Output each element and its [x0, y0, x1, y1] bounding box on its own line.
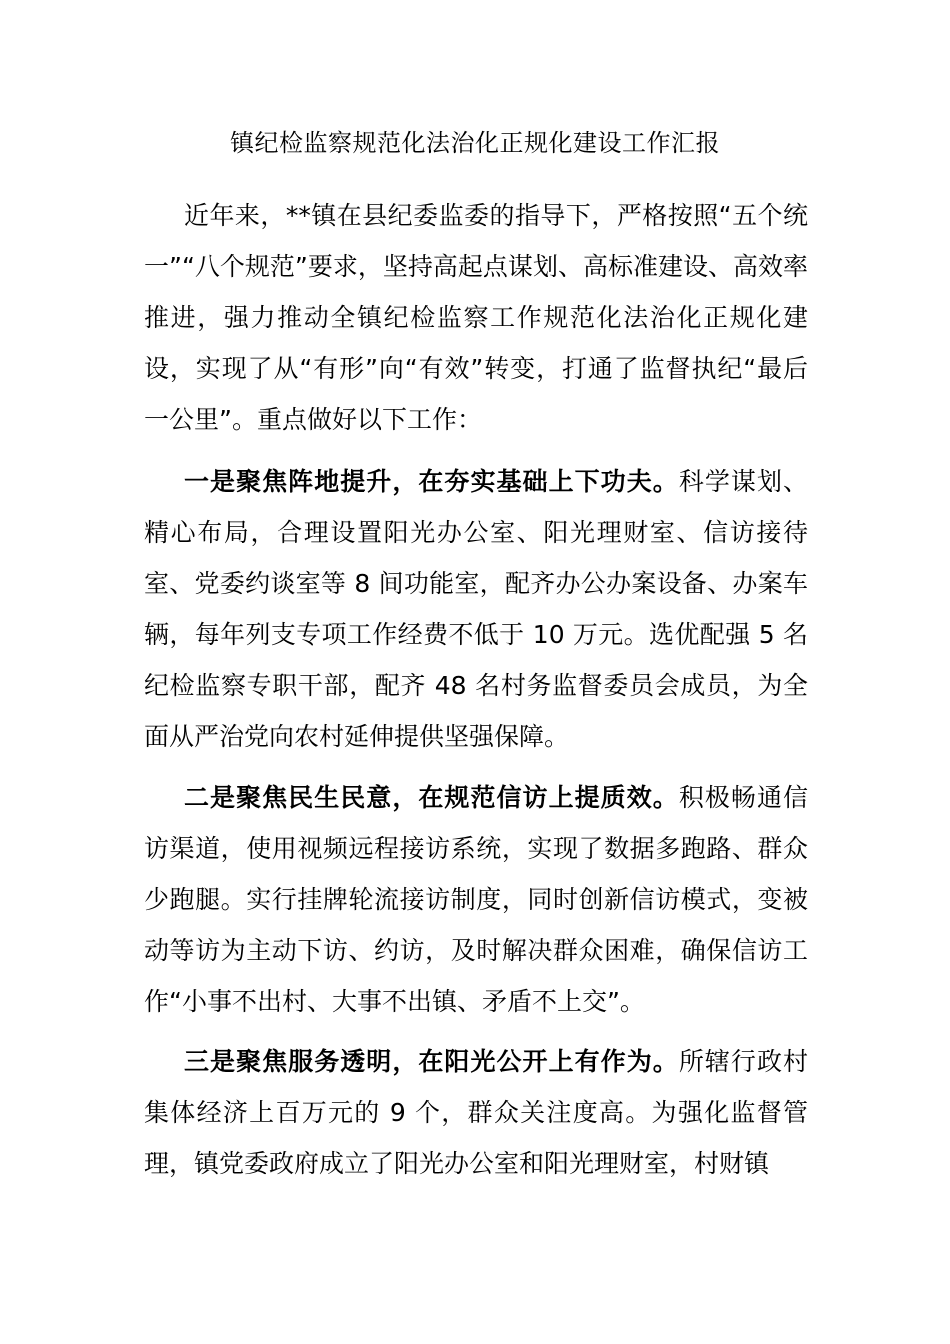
section-paragraph-1: [144, 456, 808, 762]
section-paragraph-3: [144, 1036, 808, 1189]
section-paragraph-2: [144, 772, 808, 1027]
section-lead-3: 三是聚焦服务透明，在阳光公开上有作为。: [184, 1047, 679, 1076]
section-lead-2: 二是聚焦民生民意，在规范信访上提质效。: [184, 783, 679, 812]
section-body-3: 所辖行政村集体经济上百万元的 9 个，群众关注度高。为强化监督管理，镇党委政府成立了阳光办公室和阳光理财室，村财镇: [144, 1047, 808, 1178]
intro-paragraph: 近年来，**镇在县纪委监委的指导下，严格按照“五个统一”“八个规范”要求，坚持高起点谋划、高标准建设、高效率推进，强力推动全镇纪检监察工作规范化法治化正规化建设，实现了从“有形”向“有效”转变，打通了监督执纪“最后一公里”。重点做好以下工作：: [144, 201, 808, 434]
section-body-1: 科学谋划、精心布局，合理设置阳光办公室、阳光理财室、信访接待室、党委约谈室等 8 间功能室，配齐办公办案设备、办案车辆，每年列支专项工作经费不低于 10 万元。选优配强 5 名纪检监察专职干部，配齐 48 名村务监督委员会成员，为全面从严治党向农村延伸提供坚强保障。: [144, 467, 808, 751]
section-body-2: 积极畅通信访渠道，使用视频远程接访系统，实现了数据多跑路、群众少跑腿。实行挂牌轮流接访制度，同时创新信访模式，变被动等访为主动下访、约访，及时解决群众困难，确保信访工作“小事不出村、大事不出镇、矛盾不上交”。: [144, 783, 808, 1016]
document-title: 镇纪检监察规范化法治化正规化建设工作汇报: [230, 129, 720, 157]
section-lead-1: 一是聚焦阵地提升，在夯实基础上下功夫。: [184, 467, 679, 496]
